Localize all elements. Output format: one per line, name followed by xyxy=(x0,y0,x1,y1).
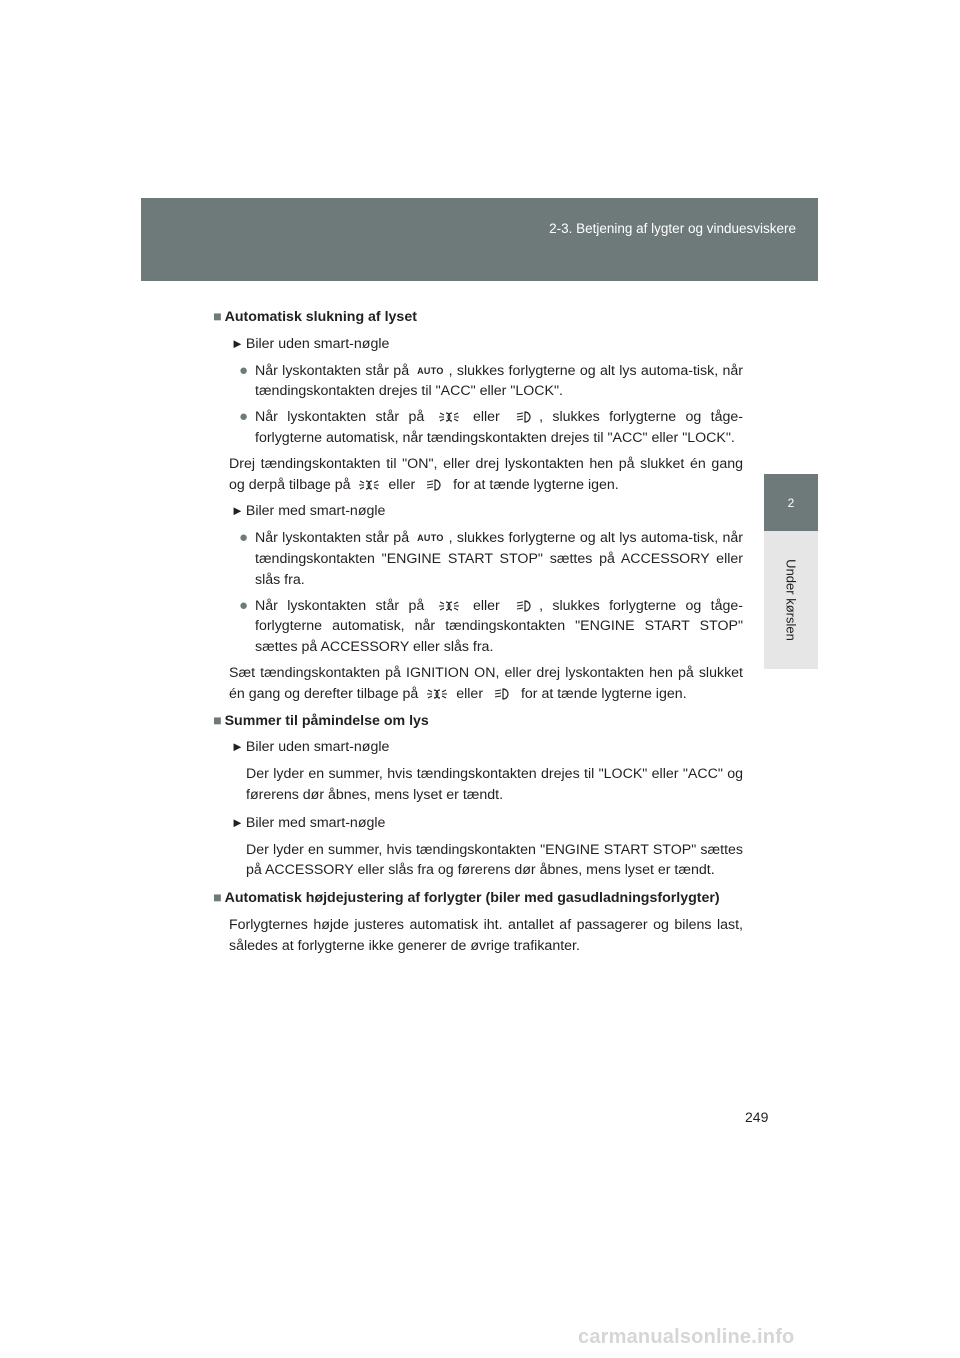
headlight-icon xyxy=(491,687,513,701)
list-item: ● Når lyskontakten står på eller , slukkes forlygterne og tåge-forlygterne automatisk, når tændingskontakten drejes til "ACC" eller "LOCK". xyxy=(239,407,743,449)
page-number: 249 xyxy=(745,1109,769,1125)
watermark: carmanualsonline.info xyxy=(578,1326,795,1348)
chapter-label: Under kørslen xyxy=(783,559,799,641)
square-bullet-icon: ■ xyxy=(213,712,222,729)
parking-light-icon xyxy=(358,478,380,492)
header-title: 2-3. Betjening af lygter og vinduesviskere xyxy=(549,221,796,236)
subheading: ► Biler uden smart-nøgle xyxy=(231,739,390,756)
auto-icon: AUTO xyxy=(417,533,444,544)
paragraph: Drej tændingskontakten til "ON", eller drej lyskontakten hen på slukket én gang og derpå tilbage på eller for at tænde lygterne igen. xyxy=(229,455,743,493)
list-item: ● Når lyskontakten står på eller , slukkes forlygterne og tåge-forlygterne automatisk, når tændingskontakten "ENGINE START STOP" sættes på ACCESSORY eller slås fra. xyxy=(239,596,743,658)
page-content xyxy=(213,307,743,963)
triangle-pointer-icon: ► xyxy=(231,503,244,519)
triangle-pointer-icon: ► xyxy=(231,739,244,755)
square-bullet-icon: ■ xyxy=(213,309,222,325)
paragraph: Der lyder en summer, hvis tændingskontakten drejes til "LOCK" eller "ACC" og førerens dør åbnes, mens lyset er tændt. xyxy=(246,766,743,803)
paragraph: Sæt tændingskontakten på IGNITION ON, eller drej lyskontakten hen på slukket én gang og derefter tilbage på eller for at tænde lygterne igen. xyxy=(229,664,743,702)
parking-light-icon xyxy=(438,599,460,613)
paragraph: Der lyder en summer, hvis tændingskontakten "ENGINE START STOP" sættes på ACCESSORY eller slås fra og førerens dør åbnes, mens lyset er tændt. xyxy=(246,841,743,879)
parking-light-icon xyxy=(438,410,460,424)
square-bullet-icon: ■ xyxy=(213,890,222,907)
section-heading: ■ Automatisk slukning af lyset xyxy=(213,309,417,325)
list-item: ● Når lyskontakten står på AUTO , slukkes forlygterne og alt lys automa-tisk, når tændingskontakten "ENGINE START STOP" sættes på ACCESSORY eller slås fra. xyxy=(239,528,743,590)
circle-bullet-icon: ● xyxy=(239,596,249,614)
triangle-pointer-icon: ► xyxy=(231,814,244,830)
parking-light-icon xyxy=(426,687,448,701)
auto-icon: AUTO xyxy=(417,365,444,376)
section-heading: ■ Summer til påmindelse om lys xyxy=(213,712,429,729)
circle-bullet-icon: ● xyxy=(239,529,249,547)
subheading: ► Biler uden smart-nøgle xyxy=(231,335,390,352)
list-item: ● Når lyskontakten står på AUTO , slukkes forlygterne og alt lys automa-tisk, når tændingskontakten drejes til "ACC" eller "LOCK". xyxy=(239,361,743,403)
circle-bullet-icon: ● xyxy=(239,361,249,379)
chapter-tab xyxy=(764,531,818,669)
subheading: ► Biler med smart-nøgle xyxy=(231,814,386,831)
circle-bullet-icon: ● xyxy=(239,408,249,426)
subheading: ► Biler med smart-nøgle xyxy=(231,503,386,520)
paragraph: Forlygternes højde justeres automatisk iht. antallet af passagerer og bilens last, således at forlygterne ikke generer de øvrige trafikanter. xyxy=(229,916,743,954)
headlight-icon xyxy=(423,478,445,492)
headlight-icon xyxy=(513,599,535,613)
triangle-pointer-icon: ► xyxy=(231,335,244,351)
header-bar xyxy=(141,198,818,281)
chapter-number-tab: 2 xyxy=(764,474,818,531)
section-heading: ■ Automatisk højdejustering af forlygter (biler med gasudladningsforlygter) xyxy=(213,890,720,907)
headlight-icon xyxy=(513,410,535,424)
